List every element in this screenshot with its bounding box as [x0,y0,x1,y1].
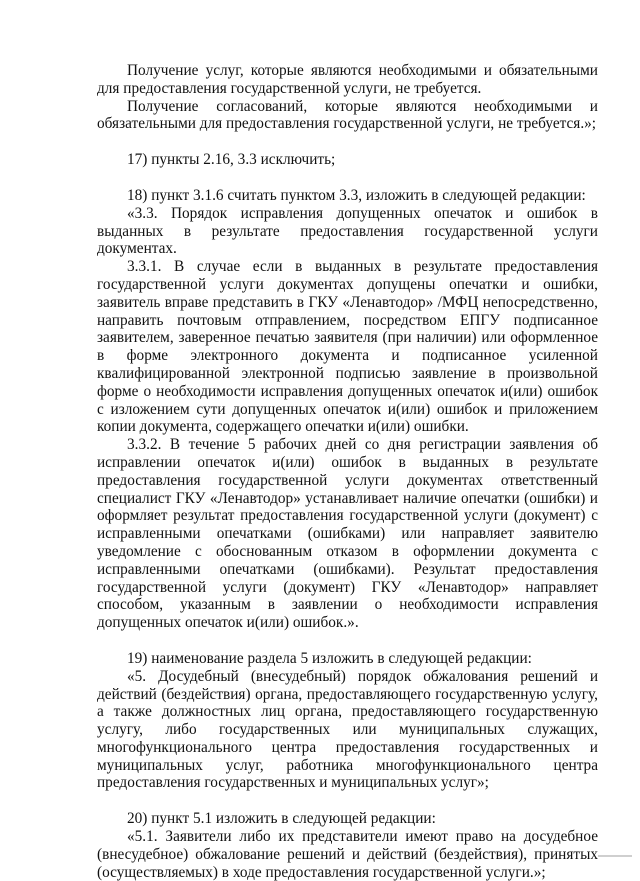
paragraph-gap [97,632,598,650]
paragraph-item-19: 19) наименование раздела 5 изложить в следующей редакции: [127,649,532,667]
paragraph-gap [97,133,598,151]
paragraph-item-17: 17) пункты 2.16, 3.3 исключить; [127,151,336,169]
paragraph-section-3-3: «3.3. Порядок исправления допущенных опечаток и ошибок в выданных в результате предоставления государственной услуги документах. [97,204,598,258]
scan-mark [598,855,632,857]
paragraph-approvals-not-required: Получение согласований, которые являются необходимыми и обязательными для предоставления государственной услуги, не требуется.»; [97,97,598,133]
paragraph-section-5-1: «5.1. Заявители либо их представители имеют право на досудебное (внесудебное) обжалование решений и действий (бездействия), принятых (осуществляемых) в ходе предоставления государственной услуги.»; [97,828,598,881]
paragraph-services-not-required: Получение услуг, которые являются необходимыми и обязательными для предоставления государственной услуги, не требуется. [97,62,598,97]
paragraph-item-18: 18) пункт 3.1.6 считать пунктом 3.3, изложить в следующей редакции: [127,186,586,204]
paragraph-section-3-3-1: 3.3.1. В случае если в выданных в результате предоставления государственной услуги документах допущены опечатки и ошибки, заявитель вправе представить в ГКУ «Ленавтодор» /МФЦ непосредственно, направить почтовым отправлением, посредством ЕПГУ подписанное заявителем, заверенное печатью заявителя (при наличии) или оформленное в форме электронного документа и подписанное усиленной квалифицированной электронной подписью заявление в произвольной форме о необходимости исправления допущенных опечаток и(или) ошибок с изложением сути допущенных опечаток и(или) ошибок и приложением копии документа, содержащего опечатки и(или) ошибки. [97,258,598,436]
document-page [97,62,598,881]
paragraph-section-3-3-2: 3.3.2. В течение 5 рабочих дней со дня регистрации заявления об исправлении опечаток и(или) ошибок в выданных в результате предоставления государственной услуги документах ответственный специалист ГКУ «Ленавтодор» устанавливает наличие опечатки (ошибки) и оформляет результат предоставления государственной услуги (документ) с исправленными опечатками (ошибками) или направляет заявителю уведомление с обоснованным отказом в оформлении документа с исправленными опечатками (ошибками). Результат предоставления государственной услуги (документ) ГКУ «Ленавтодор» направляет способом, указанным в заявлении о необходимости исправления допущенных опечаток и(или) ошибок.». [97,436,598,632]
paragraph-gap [97,169,598,187]
paragraph-gap [97,792,598,810]
paragraph-section-5-title: «5. Досудебный (внесудебный) порядок обжалования решений и действий (бездействия) органа, предоставляющего государственную услугу, а также должностных лиц органа, предоставляющего государственную услугу, либо государственных или муниципальных служащих, многофункционального центра предоставления государственных и муниципальных услуг, работника многофункционального центра предоставления государственных и муниципальных услуг»; [97,667,598,792]
paragraph-item-20: 20) пункт 5.1 изложить в следующей редакции: [127,810,436,828]
